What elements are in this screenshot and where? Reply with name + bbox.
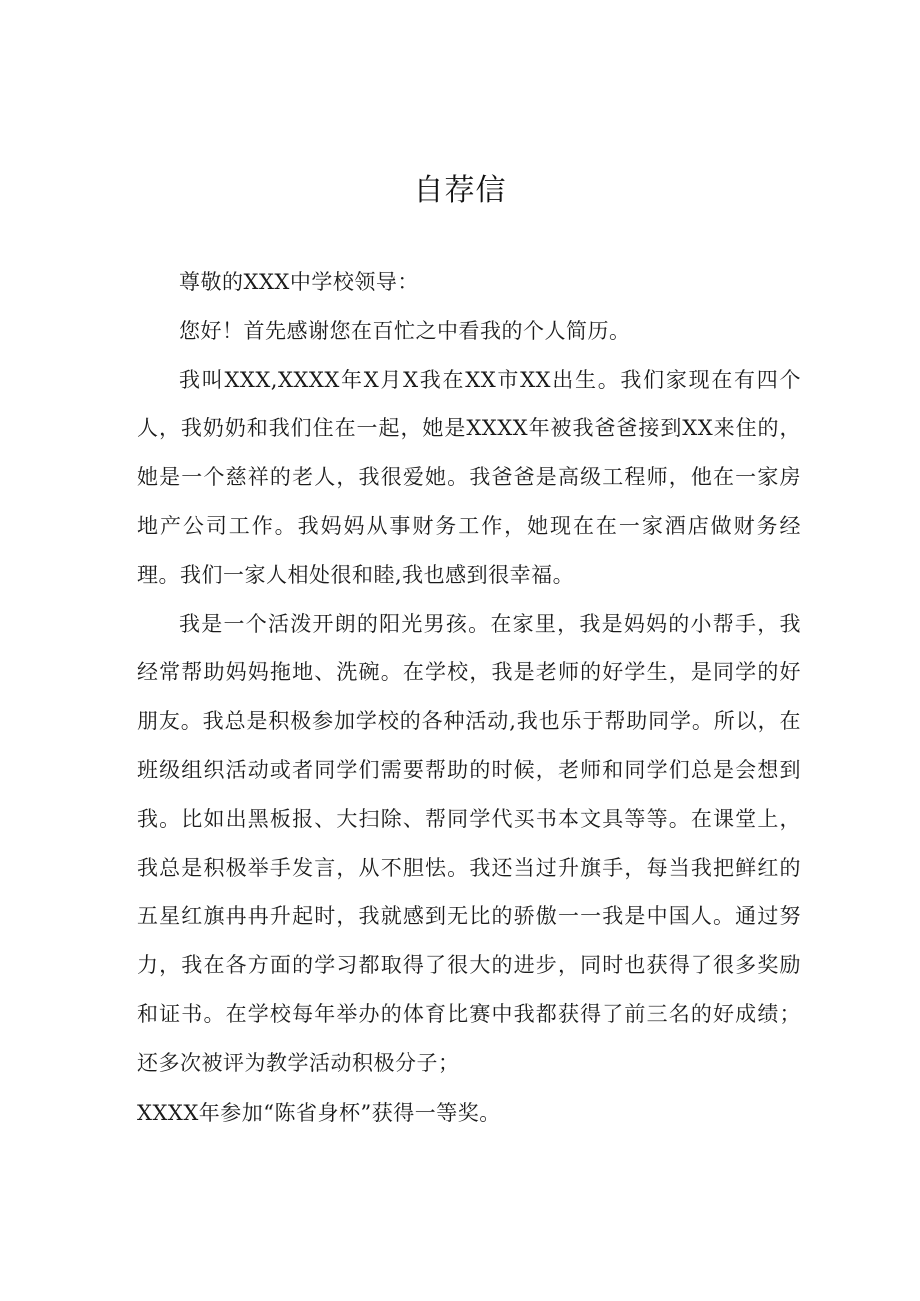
paragraph-family: 我叫XXX,XXXX年X月X我在XX市XX出生。我们家现在有四个人，我奶奶和我们住在一起，她是XXXX年被我爸爸接到XX来住的，她是一个慈祥的老人，我很爱她。我爸爸是高级工程师，他在一家房地产公司工作。我妈妈从事财务工作，她现在在一家酒店做财务经理。我们一家人相处很和睦,我也感到很幸福。 [137,367,801,587]
greeting: 您好！首先感谢您在百忙之中看我的个人简历。 [179,318,631,343]
document-title: 自荐信 [413,173,507,208]
paragraph-self: 我是一个活泼开朗的阳光男孩。在家里，我是妈妈的小帮手，我经常帮助妈妈拖地、洗碗。在学校，我是老师的好学生，是同学的好朋友。我总是积极参加学校的各种活动,我也乐于帮助同学。所以，在班级组织活动或者同学们需要帮助的时候，老师和同学们总是会想到我。比如出黑板报、大扫除、帮同学代买书本文具等等。在课堂上，我总是积极举手发言，从不胆怯。我还当过升旗手，每当我把鲜红的五星红旗冉冉升起时，我就感到无比的骄傲一一我是中国人。通过努力，我在各方面的学习都取得了很大的进步，同时也获得了很多奖励和证书。在学校每年举办的体育比赛中我都获得了前三名的好成绩；还多次被评为教学活动积极分子； [137,611,801,1075]
award-line: XXXX年参加“陈省身杯”获得一等奖。 [137,1100,501,1125]
letter-body [137,258,801,1137]
salutation: 尊敬的XXX中学校领导： [179,270,419,294]
